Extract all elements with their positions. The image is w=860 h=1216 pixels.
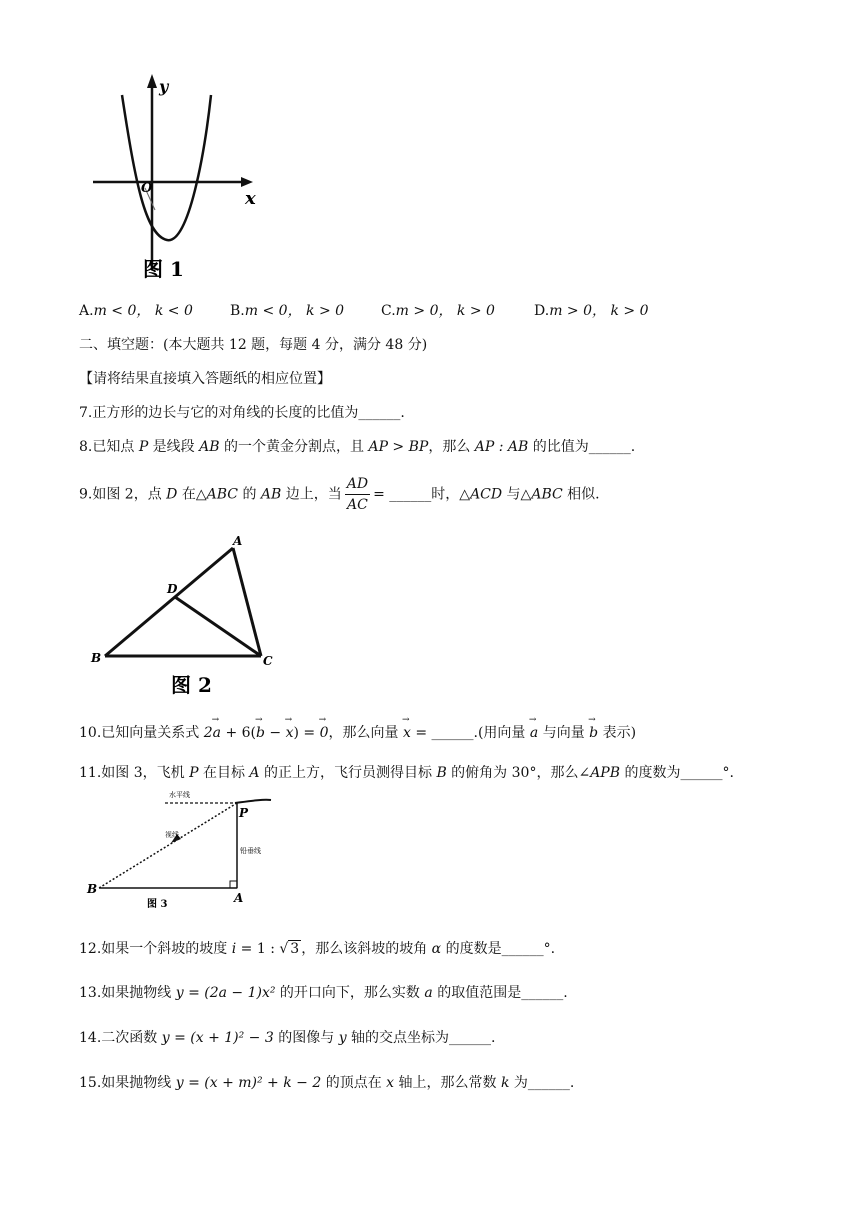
vertical-line-label: 铅垂线: [240, 847, 261, 855]
x-axis-label: x: [245, 188, 256, 209]
horizontal-line-label: 水平线: [169, 791, 190, 799]
figure-1: [85, 70, 265, 285]
segment-ab: [105, 548, 233, 656]
point-a-label: A: [234, 891, 244, 905]
question-7: 7.正方形的边长与它的对角线的长度的比值为______.: [79, 405, 405, 421]
question-13: 13.如果抛物线 y = (2a − 1)x² 的开口向下，那么实数 a 的取值范围是______.: [79, 985, 568, 1001]
question-12: 12.如果一个斜坡的坡度 i = 1 : √ 3 ，那么该斜坡的坡角 α 的度数是______°.: [79, 941, 556, 957]
question-15: 15.如果抛物线 y = (x + m)² + k − 2 的顶点在 x 轴上，那么常数 k 为______.: [79, 1075, 575, 1091]
question-8: 8.已知点 P 是线段 AB 的一个黄金分割点，且 AP > BP，那么 AP : AB 的比值为______.: [79, 439, 636, 455]
question-11: 11.如图 3，飞机 P 在目标 A 的正上方，飞行员测得目标 B 的俯角为 30°，那么∠APB 的度数为______°.: [79, 765, 734, 781]
figure-2: [85, 535, 285, 700]
point-b-label: B: [87, 882, 98, 896]
section-title: 二、填空题：(本大题共 12 题，每题 4 分，满分 48 分): [79, 337, 428, 353]
aircraft-mark: [235, 800, 271, 803]
y-axis-arrow: [147, 74, 157, 88]
option-a: A.m < 0， k < 0: [79, 303, 193, 319]
figure-1-caption: 图 1: [143, 257, 184, 281]
option-d: D.m > 0， k > 0: [534, 303, 649, 319]
option-b: B.m < 0， k > 0: [230, 303, 345, 319]
x-axis-arrow: [241, 177, 253, 187]
origin-label: O: [141, 181, 153, 196]
y-axis-label: y: [159, 77, 169, 96]
question-14: 14.二次函数 y = (x + 1)² − 3 的图像与 y 轴的交点坐标为______.: [79, 1030, 496, 1046]
figure-2-caption: 图 2: [171, 673, 212, 697]
figure-3-caption: 图 3: [147, 899, 168, 910]
point-b-label: B: [91, 651, 102, 665]
parabola-curve: [122, 95, 211, 240]
section-instruction: 【请将结果直接填入答题纸的相应位置】: [79, 371, 331, 387]
sqrt-symbol: √ 3: [279, 941, 300, 957]
question-10: 10.已知向量关系式 2→ a + 6(→ b − → x) = → 0，那么向量 → x = ______.(用向量 → a 与向量 → b 表示): [79, 722, 636, 742]
point-p-label: P: [239, 806, 249, 820]
question-9: 9.如图 2，点 D 在△ABC 的 AB 边上，当 $\frac{AD}{AC}$ = ______时，△ACD 与△ABC 相似.: [79, 476, 600, 513]
option-c: C.m > 0， k > 0: [381, 303, 495, 319]
point-c-label: C: [263, 654, 273, 668]
point-d-label: D: [167, 582, 178, 596]
point-a-label: A: [233, 535, 243, 548]
figure-3: [85, 785, 285, 915]
fraction-ad-ac: $\frac{AD}{AC}$: [346, 476, 369, 513]
right-angle-mark: [230, 881, 237, 888]
sight-line-label: 视线: [165, 831, 179, 839]
sight-line-pb: [99, 803, 237, 888]
